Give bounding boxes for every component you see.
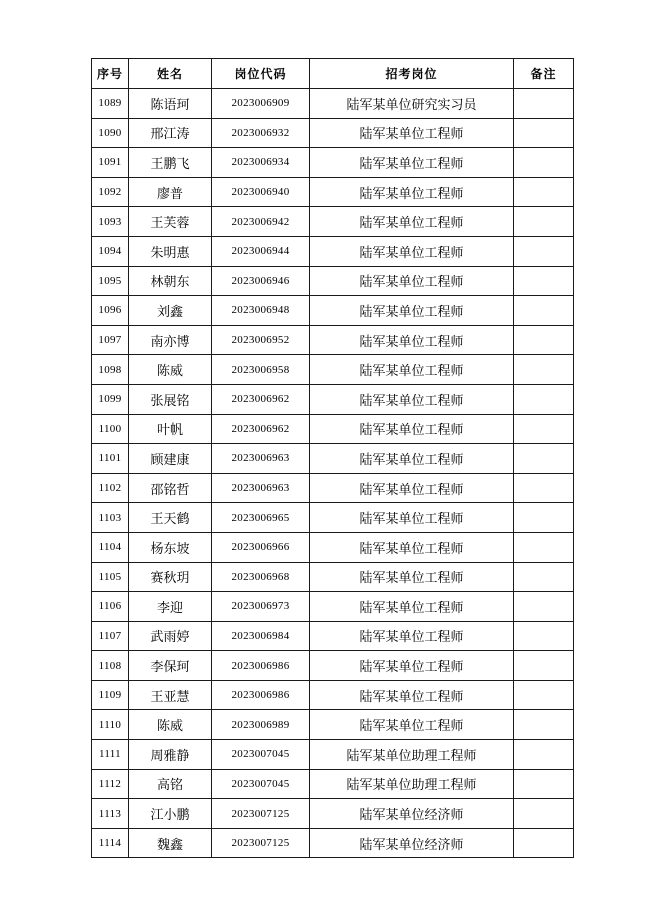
recruitment-position-cell: 陆军某单位工程师	[310, 710, 514, 740]
serial-number-cell: 1103	[92, 503, 129, 533]
position-code-cell: 2023006984	[212, 621, 310, 651]
remarks-cell	[514, 296, 574, 326]
serial-number-cell: 1112	[92, 769, 129, 799]
name-cell: 邢江涛	[129, 118, 212, 148]
position-code-cell: 2023006973	[212, 592, 310, 622]
table-row	[92, 414, 574, 444]
remarks-cell	[514, 207, 574, 237]
recruitment-position-cell: 陆军某单位工程师	[310, 680, 514, 710]
serial-number-cell: 1090	[92, 118, 129, 148]
serial-number-cell: 1102	[92, 473, 129, 503]
recruitment-position-cell: 陆军某单位工程师	[310, 651, 514, 681]
recruitment-position-cell: 陆军某单位工程师	[310, 562, 514, 592]
recruitment-position-cell: 陆军某单位助理工程师	[310, 740, 514, 770]
name-cell: 李保珂	[129, 651, 212, 681]
position-code-cell: 2023006932	[212, 118, 310, 148]
header-recruitment-position: 招考岗位	[310, 59, 514, 89]
recruitment-position-cell: 陆军某单位工程师	[310, 325, 514, 355]
position-code-cell: 2023007045	[212, 740, 310, 770]
header-row	[92, 59, 574, 89]
serial-number-cell: 1098	[92, 355, 129, 385]
remarks-cell	[514, 828, 574, 858]
name-cell: 刘鑫	[129, 296, 212, 326]
serial-number-cell: 1104	[92, 532, 129, 562]
serial-number-cell: 1107	[92, 621, 129, 651]
remarks-cell	[514, 384, 574, 414]
header-serial-number: 序号	[92, 59, 129, 89]
table-row	[92, 177, 574, 207]
table-row	[92, 710, 574, 740]
name-cell: 张展铭	[129, 384, 212, 414]
remarks-cell	[514, 769, 574, 799]
serial-number-cell: 1093	[92, 207, 129, 237]
remarks-cell	[514, 621, 574, 651]
name-cell: 王芙蓉	[129, 207, 212, 237]
table-row	[92, 769, 574, 799]
recruitment-position-cell: 陆军某单位工程师	[310, 266, 514, 296]
recruitment-position-cell: 陆军某单位工程师	[310, 177, 514, 207]
serial-number-cell: 1099	[92, 384, 129, 414]
serial-number-cell: 1089	[92, 89, 129, 119]
table-row	[92, 384, 574, 414]
remarks-cell	[514, 177, 574, 207]
remarks-cell	[514, 562, 574, 592]
serial-number-cell: 1113	[92, 799, 129, 829]
recruitment-position-cell: 陆军某单位工程师	[310, 207, 514, 237]
recruitment-position-cell: 陆军某单位工程师	[310, 592, 514, 622]
table-row	[92, 89, 574, 119]
name-cell: 王鹏飞	[129, 148, 212, 178]
recruitment-position-cell: 陆军某单位研究实习员	[310, 89, 514, 119]
table-row	[92, 266, 574, 296]
recruitment-position-cell: 陆军某单位助理工程师	[310, 769, 514, 799]
position-code-cell: 2023006968	[212, 562, 310, 592]
serial-number-cell: 1109	[92, 680, 129, 710]
serial-number-cell: 1091	[92, 148, 129, 178]
name-cell: 周雅静	[129, 740, 212, 770]
table-row	[92, 651, 574, 681]
serial-number-cell: 1101	[92, 444, 129, 474]
table-row	[92, 444, 574, 474]
position-code-cell: 2023006962	[212, 384, 310, 414]
recruitment-position-cell: 陆军某单位工程师	[310, 384, 514, 414]
remarks-cell	[514, 651, 574, 681]
serial-number-cell: 1094	[92, 236, 129, 266]
table-row	[92, 562, 574, 592]
recruitment-position-cell: 陆军某单位工程师	[310, 296, 514, 326]
recruitment-position-cell: 陆军某单位工程师	[310, 414, 514, 444]
remarks-cell	[514, 592, 574, 622]
remarks-cell	[514, 414, 574, 444]
position-code-cell: 2023006962	[212, 414, 310, 444]
position-code-cell: 2023006963	[212, 444, 310, 474]
remarks-cell	[514, 355, 574, 385]
name-cell: 陈语珂	[129, 89, 212, 119]
recruitment-position-cell: 陆军某单位工程师	[310, 621, 514, 651]
position-code-cell: 2023006909	[212, 89, 310, 119]
recruitment-position-cell: 陆军某单位工程师	[310, 148, 514, 178]
serial-number-cell: 1096	[92, 296, 129, 326]
position-code-cell: 2023006946	[212, 266, 310, 296]
name-cell: 王亚慧	[129, 680, 212, 710]
recruitment-position-cell: 陆军某单位经济师	[310, 799, 514, 829]
serial-number-cell: 1097	[92, 325, 129, 355]
table-row	[92, 828, 574, 858]
name-cell: 赛秋玥	[129, 562, 212, 592]
table-row	[92, 355, 574, 385]
name-cell: 江小鹏	[129, 799, 212, 829]
name-cell: 武雨婷	[129, 621, 212, 651]
remarks-cell	[514, 148, 574, 178]
position-code-cell: 2023006940	[212, 177, 310, 207]
remarks-cell	[514, 266, 574, 296]
remarks-cell	[514, 503, 574, 533]
name-cell: 陈威	[129, 710, 212, 740]
recruitment-position-cell: 陆军某单位工程师	[310, 236, 514, 266]
table-body	[92, 89, 574, 858]
remarks-cell	[514, 680, 574, 710]
serial-number-cell: 1114	[92, 828, 129, 858]
name-cell: 邵铭哲	[129, 473, 212, 503]
remarks-cell	[514, 799, 574, 829]
name-cell: 李迎	[129, 592, 212, 622]
table-row	[92, 473, 574, 503]
recruitment-roster-table	[91, 58, 574, 858]
serial-number-cell: 1108	[92, 651, 129, 681]
position-code-cell: 2023006942	[212, 207, 310, 237]
remarks-cell	[514, 740, 574, 770]
position-code-cell: 2023007125	[212, 799, 310, 829]
name-cell: 顾建康	[129, 444, 212, 474]
table-row	[92, 799, 574, 829]
position-code-cell: 2023006934	[212, 148, 310, 178]
table-row	[92, 592, 574, 622]
recruitment-position-cell: 陆军某单位工程师	[310, 503, 514, 533]
serial-number-cell: 1100	[92, 414, 129, 444]
remarks-cell	[514, 118, 574, 148]
table-row	[92, 118, 574, 148]
table-row	[92, 148, 574, 178]
table-row	[92, 325, 574, 355]
table-row	[92, 503, 574, 533]
name-cell: 杨东坡	[129, 532, 212, 562]
name-cell: 魏鑫	[129, 828, 212, 858]
recruitment-position-cell: 陆军某单位工程师	[310, 532, 514, 562]
table-row	[92, 532, 574, 562]
serial-number-cell: 1106	[92, 592, 129, 622]
position-code-cell: 2023007125	[212, 828, 310, 858]
name-cell: 廖普	[129, 177, 212, 207]
recruitment-position-cell: 陆军某单位工程师	[310, 355, 514, 385]
remarks-cell	[514, 532, 574, 562]
name-cell: 叶帆	[129, 414, 212, 444]
position-code-cell: 2023006944	[212, 236, 310, 266]
table-row	[92, 740, 574, 770]
serial-number-cell: 1111	[92, 740, 129, 770]
name-cell: 南亦博	[129, 325, 212, 355]
header-name: 姓名	[129, 59, 212, 89]
recruitment-position-cell: 陆军某单位工程师	[310, 118, 514, 148]
position-code-cell: 2023006965	[212, 503, 310, 533]
name-cell: 高铭	[129, 769, 212, 799]
recruitment-position-cell: 陆军某单位经济师	[310, 828, 514, 858]
name-cell: 朱明惠	[129, 236, 212, 266]
position-code-cell: 2023006966	[212, 532, 310, 562]
remarks-cell	[514, 325, 574, 355]
serial-number-cell: 1092	[92, 177, 129, 207]
table-row	[92, 621, 574, 651]
remarks-cell	[514, 710, 574, 740]
header-position-code: 岗位代码	[212, 59, 310, 89]
remarks-cell	[514, 444, 574, 474]
table-row	[92, 296, 574, 326]
name-cell: 陈威	[129, 355, 212, 385]
name-cell: 王天鹤	[129, 503, 212, 533]
position-code-cell: 2023006958	[212, 355, 310, 385]
table-row	[92, 207, 574, 237]
remarks-cell	[514, 89, 574, 119]
serial-number-cell: 1110	[92, 710, 129, 740]
position-code-cell: 2023006989	[212, 710, 310, 740]
position-code-cell: 2023006963	[212, 473, 310, 503]
serial-number-cell: 1105	[92, 562, 129, 592]
remarks-cell	[514, 236, 574, 266]
table-row	[92, 680, 574, 710]
position-code-cell: 2023006952	[212, 325, 310, 355]
position-code-cell: 2023006948	[212, 296, 310, 326]
position-code-cell: 2023006986	[212, 651, 310, 681]
recruitment-position-cell: 陆军某单位工程师	[310, 473, 514, 503]
recruitment-position-cell: 陆军某单位工程师	[310, 444, 514, 474]
remarks-cell	[514, 473, 574, 503]
serial-number-cell: 1095	[92, 266, 129, 296]
header-remarks: 备注	[514, 59, 574, 89]
table-row	[92, 236, 574, 266]
position-code-cell: 2023006986	[212, 680, 310, 710]
name-cell: 林朝东	[129, 266, 212, 296]
position-code-cell: 2023007045	[212, 769, 310, 799]
